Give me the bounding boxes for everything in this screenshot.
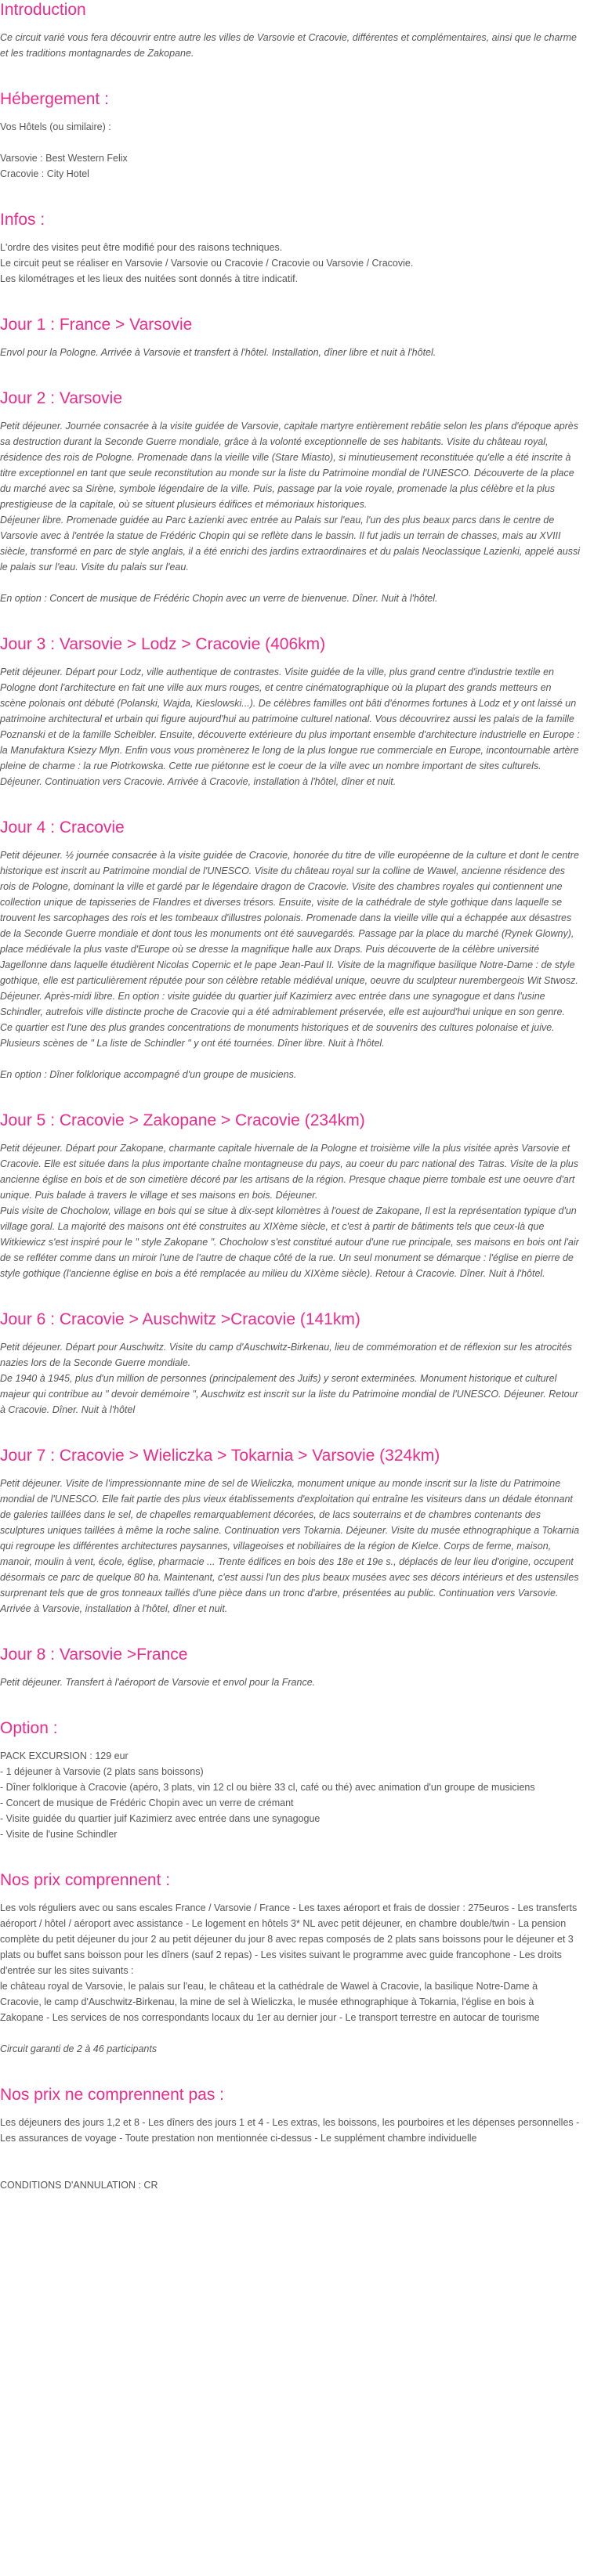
option-section: [0, 1718, 580, 1842]
day-paragraph: Déjeuner libre. Promenade guidée au Parc Łazienki avec entrée au Palais sur l'eau, l'un des plus beaux parcs dans le centre de Varsovie avec à l'entrée la statue de Frédéric Chopin qui se reflète dans le bassin. Il fut jadis un terrain de chasses, mais au XVIII siècle, transformé en parc de style anglais, il a été enrichi des jardins extraordinaires et du palais Neoclassique Lazienki, appelé aussi le palais sur l'eau. Visite du palais sur l'eau.: [0, 515, 580, 573]
spacer: [0, 2146, 580, 2162]
guarantee-note: Circuit garanti de 2 à 46 participants: [0, 2043, 158, 2054]
included-paragraph: le château royal de Varsovie, le palais sur l'eau, le château et la cathédrale de Wawel à Cracovie, la basilique Notre-Dame à Cracovie, le camp d'Auschwitz-Birkenau, la mine de sel à Wieliczka, le musée ethnographique à Tokarnia, l'église en bois à Zakopane - Les services de nos correspondants locaux du 1er au dernier jour - Le transport terrestre en autocar de tourisme: [0, 1981, 540, 2023]
day-heading: Jour 6 : Cracovie > Auschwitz >Cracovie (141km): [0, 1310, 360, 1328]
hebergement-line: Cracovie : City Hotel: [0, 168, 89, 179]
option-heading: Option :: [0, 1719, 58, 1737]
hebergement-line: Varsovie : Best Western Felix: [0, 153, 128, 164]
hebergement-section: [0, 89, 580, 182]
option-line: - Concert de musique de Frédéric Chopin avec un verre de crémant: [0, 1797, 294, 1808]
day-heading: Jour 3 : Varsovie > Lodz > Cracovie (406km): [0, 635, 326, 653]
intro-section: [0, 0, 580, 61]
infos-heading: Infos :: [0, 211, 45, 229]
hebergement-line: Vos Hôtels (ou similaire) :: [0, 121, 111, 132]
day-4-section: [0, 818, 580, 1082]
day-paragraph: Puis visite de Chocholow, village en bois qui se situe à dix-sept kilomètres à l'ouest de Zakopane, Il est la représentation typique d'un village goral. La majorité des maisons ont été construites au XIXème siècle, et c'est à partir de bâtiments tels que ceux-là que Witkiewicz s'est inspiré pour le " style Zakopane ". Chocholow s'est constitué autour d'une rue principale, ses maisons en bois ont l'air de se refléter comme dans un miroir l'une de l'autre de chaque côté de la rue. Un seul monument se démarque : l'église en pierre de style gothique (l'ancienne église en bois a été remplacée au milieu du XIXème siècle). Retour à Cracovie. Dîner. Nuit à l'hôtel.: [0, 1205, 579, 1279]
option-line: - Dîner folklorique à Cracovie (apéro, 3 plats, vin 12 cl ou bière 33 cl, café ou thé) avec animation d'un groupe de musiciens: [0, 1782, 535, 1793]
day-5-section: [0, 1111, 580, 1281]
spacer: [0, 135, 580, 150]
day-7-section: [0, 1446, 580, 1617]
infos-section: [0, 210, 580, 287]
excluded-heading: Nos prix ne comprennent pas :: [0, 2086, 224, 2104]
option-line: - Visite guidée du quartier juif Kazimierz avec entrée dans une synagogue: [0, 1813, 321, 1824]
included-heading: Nos prix comprennent :: [0, 1871, 171, 1889]
day-paragraph: Envol pour la Pologne. Arrivée à Varsovie et transfert à l'hôtel. Installation, dîner libre et nuit à l'hôtel.: [0, 347, 436, 358]
included-section: [0, 1870, 580, 2057]
day-option: En option : Dîner folklorique accompagné d'un groupe de musiciens.: [0, 1069, 297, 1080]
day-1-section: [0, 315, 580, 360]
day-3-section: [0, 634, 580, 789]
excluded-section: [0, 2085, 580, 2193]
day-heading: Jour 7 : Cracovie > Wieliczka > Tokarnia > Varsovie (324km): [0, 1447, 440, 1465]
spacer: [0, 2025, 580, 2041]
intro-heading: Introduction: [0, 1, 86, 19]
day-paragraph: Petit déjeuner. Départ pour Zakopane, charmante capitale hivernale de la Pologne et troisième ville la plus visitée après Varsovie et Cracovie. Elle est située dans la plus importante chaîne montagneuse du pays, au coeur du parc national des Tatras. Visite de la plus ancienne église en bois et de son cimetière décoré par les artisans de la région. Presque chaque pierre tombale est une oeuvre d'art unique. Puis balade à travers le village et ses maisons en bois. Déjeuner.: [0, 1143, 578, 1201]
excluded-paragraph: Les déjeuners des jours 1,2 et 8 - Les dîners des jours 1 et 4 - Les extras, les boissons, les pourboires et les dépenses personnelles - Les assurances de voyage - Toute prestation non mentionnée ci-dessus - Le supplément chambre individuelle: [0, 2117, 580, 2144]
infos-line: Le circuit peut se réaliser en Varsovie / Varsovie ou Cracovie / Cracovie ou Varsovie / Cracovie.: [0, 258, 414, 269]
day-paragraph: Petit déjeuner. Visite de l'impressionnante mine de sel de Wieliczka, monument unique au monde inscrit sur la liste du Patrimoine mondial de l'UNESCO. Elle fait partie des plus vieux établissements d'exploitation qui entraîne les visiteurs dans un dédale étonnant de galeries taillées dans le sel, de chapelles remarquablement décorées, de lacs souterrains et de chambres contenants des sculptures uniques taillées à même la roche saline. Continuation vers Tokarnia. Déjeuner. Visite du musée ethnographique a Tokarnia qui regroupe les différentes architectures paysannes, villageoises et nobiliaires de la région de Kielce. Corps de ferme, maison, manoir, moulin à vent, école, église, pharmacie ... Trente édifices en bois des 18e et 19e s., déplacés de leur lieu d'origine, occupent désormais ce parc de quelque 80 ha. Maintenant, c'est aussi l'un des plus beaux musées avec ses décors intérieurs et des ustensiles surprenant tels que de gros tonneaux taillés d'une pièce dans un tronc d'arbre, présentées au public. Continuation vers Varsovie. Arrivée à Varsovie, installation à l'hôtel, dîner et nuit.: [0, 1478, 580, 1614]
included-paragraph: Les vols réguliers avec ou sans escales France / Varsovie / France - Les taxes aéroport et frais de dossier : 275euros - Les transferts aéroport / hôtel / aéroport avec assistance - Le logement en hôtels 3* NL avec petit déjeuner, en chambre double/twin - La pension complète du petit déjeuner du jour 2 au petit déjeuner du jour 8 avec repas composés de 2 plats sans boissons pour le déjeuner et 3 plats ou buffet sans boisson pour les dîners (sauf 2 repas) - Les visites suivant le programme avec guide francophone - Les droits d'entrée sur les sites suivants :: [0, 1902, 578, 1976]
option-line: PACK EXCURSION : 129 eur: [0, 1750, 129, 1761]
day-paragraph: Petit déjeuner. Transfert à l'aéroport de Varsovie et envol pour la France.: [0, 1677, 316, 1688]
day-paragraph: Petit déjeuner. Départ pour Auschwitz. Visite du camp d'Auschwitz-Birkenau, lieu de commémoration et de réflexion sur les atrocités nazies lors de la Seconde Guerre mondiale.: [0, 1342, 573, 1368]
day-2-section: [0, 388, 580, 606]
infos-line: L'ordre des visites peut être modifié pour des raisons techniques.: [0, 242, 283, 253]
infos-line: Les kilométrages et les lieux des nuitées sont donnés à titre indicatif.: [0, 273, 299, 284]
day-8-section: [0, 1645, 580, 1690]
option-line: - 1 déjeuner à Varsovie (2 plats sans boissons): [0, 1766, 204, 1777]
day-paragraph: Petit déjeuner. Journée consacrée à la visite guidée de Varsovie, capitale martyre entièrement rebâtie selon les plans d'époque après sa destruction durant la Seconde Guerre mondiale, grâce à la volonté exceptionnelle de ses habitants. Visite du château royal, résidence des rois de Pologne. Promenade dans la vieille ville (Stare Miasto), si minutieusement reconstituée qu'elle a été inscrite à titre exceptionnel en tant que seule reconstitution au monde sur la liste du Patrimoine mondial de l'UNESCO. Découverte de la place du marché avec sa Sirène, symbole légendaire de la ville. Puis, passage par la voie royale, promenade la plus célèbre et la plus prestigieuse de la capitale, où se situent plusieurs édifices et mémoriaux historiques.: [0, 421, 579, 510]
hebergement-heading: Hébergement :: [0, 90, 109, 108]
day-paragraph: Petit déjeuner. Départ pour Lodz, ville authentique de contrastes. Visite guidée de la ville, plus grand centre d'industrie textile en Pologne dont l'architecture en fait une ville aux murs rouges, et centre cinématographique où la plupart des grands metteurs en scène polonais ont débuté (Polanski, Wajda, Kieslowski...). De célèbres familles ont bâti d'énormes fortunes à Lodz et y ont laissé un patrimoine architectural et urbain qui figure aujourd'hui au patrimoine culturel national. Vous découvrirez aussi les palais de la famille Poznanski et de la famille Scheibler. Ensuite, découverte extérieure du plus important ensemble d'architecture industrielle en Europe : la Manufaktura Ksiezy Mlyn. Enfin vous vous promènerez le long de la plus longue rue commerciale en Europe, incontournable artère pleine de charme : la rue Piotrkowska. Cette rue piétonne est le coeur de la ville avec un nombre important de sites culturels. Déjeuner. Continuation vers Cracovie. Arrivée à Cracovie, installation à l'hôtel, dîner et nuit.: [0, 667, 580, 787]
day-heading: Jour 8 : Varsovie >France: [0, 1646, 188, 1664]
day-paragraph: Petit déjeuner. ½ journée consacrée à la visite guidée de Cracovie, honorée du titre de ville européenne de la culture et dont le centre historique est inscrit au Patrimoine mondial de l'UNESCO. Visite du château royal sur la colline de Wawel, ancienne résidence des rois de Pologne, dominant la ville et gardé par le légendaire dragon de Cracovie. Visite des chambres royales qui contiennent une collection unique de tapisseries de Flandres et diverses trésors. Ensuite, visite de la cathédrale de style gothique dans laquelle se trouvent les sarcophages des rois et les tombeaux d'illustres polonais. Promenade dans la vieille ville qui a échappée aux désastres de la Seconde Guerre mondiale et dont tous les monuments ont été sauvegardés. Passage par la place du marché (Rynek Glowny), place médiévale la plus vaste d'Europe où se dresse la magnifique halle aux Draps. Puis découverte de la célèbre université Jagellonne dans laquelle étudièrent Nicolas Copernic et le pape Jean-Paul II. Visite de la magnifique basilique Notre-Dame : de style gothique, elle est particulièrement réputée pour son célèbre retable médiéval unique, oeuvre du sculpteur nurembergeois Wit Stwosz. Déjeuner. Après-midi libre. En option : visite guidée du quartier juif Kazimierz avec entrée dans une synagogue et dans l'usine Schindler, autrefois ville distincte proche de Cracovie qui a été admirablement préservée, elle est aujourd'hui unique en son genre. Ce quartier est l'une des plus grandes concentrations de monuments historiques et de souvenirs des cultures polonaise et juive. Plusieurs scènes de " La liste de Schindler " y ont été tournées. Dîner libre. Nuit à l'hôtel.: [0, 850, 579, 1049]
intro-text: Ce circuit varié vous fera découvrir entre autre les villes de Varsovie et Cracovie, différentes et complémentaires, ainsi que le charme et les traditions montagnardes de Zakopane.: [0, 32, 577, 59]
day-paragraph: De 1940 à 1945, plus d'un million de personnes (principalement des Juifs) y seront exterminées. Monument historique et culturel majeur qui contribue au " devoir demémoire ", Auschwitz est inscrit sur la liste du Patrimoine mondial de l'UNESCO. Déjeuner. Retour à Cracovie. Dîner. Nuit à l'hôtel: [0, 1373, 578, 1415]
spacer: [0, 1051, 580, 1067]
day-option: En option : Concert de musique de Frédéric Chopin avec un verre de bienvenue. Dîner. Nuit à l'hôtel.: [0, 593, 438, 604]
day-heading: Jour 4 : Cracovie: [0, 818, 125, 836]
spacer: [0, 2162, 580, 2177]
cancellation-conditions: CONDITIONS D'ANNULATION : CR: [0, 2180, 158, 2191]
day-heading: Jour 5 : Cracovie > Zakopane > Cracovie (234km): [0, 1111, 365, 1129]
day-heading: Jour 1 : France > Varsovie: [0, 316, 193, 334]
day-heading: Jour 2 : Varsovie: [0, 389, 123, 407]
spacer: [0, 575, 580, 591]
option-line: - Visite de l'usine Schindler: [0, 1829, 118, 1840]
day-6-section: [0, 1310, 580, 1418]
